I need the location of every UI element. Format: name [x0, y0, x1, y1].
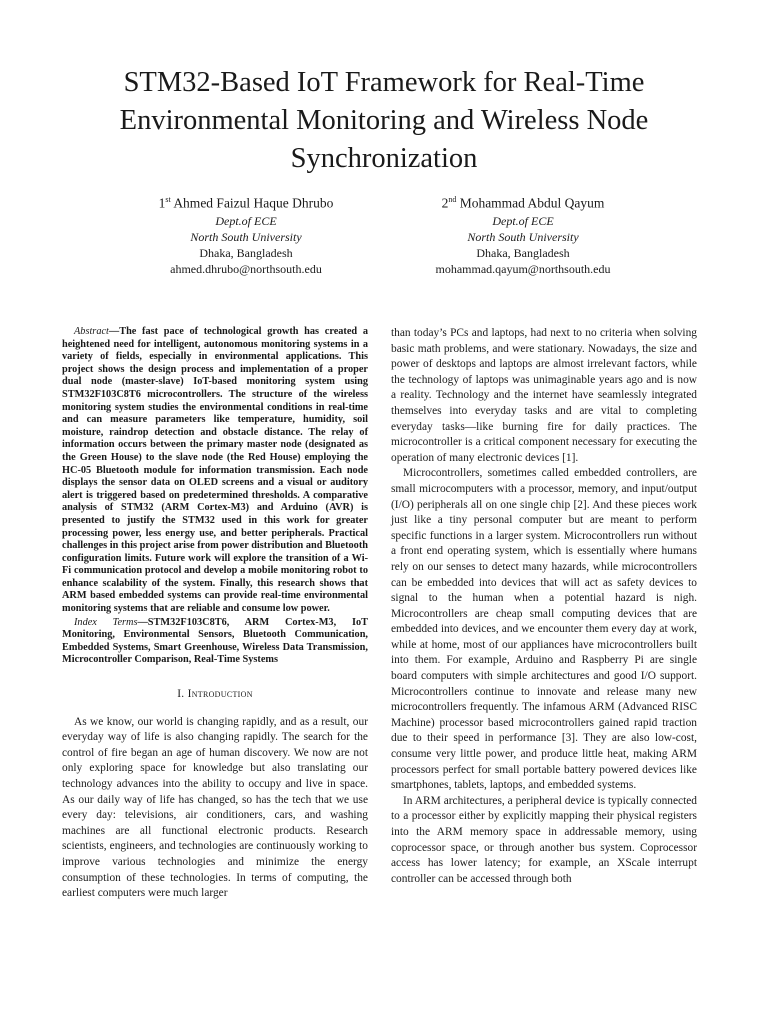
author-email: mohammad.qayum@northsouth.edu [435, 261, 611, 276]
author-email: ahmed.dhrubo@northsouth.edu [170, 261, 322, 276]
author-dept: Dept.of ECE [215, 213, 277, 228]
paper-title [60, 64, 708, 178]
author-university: North South University [190, 229, 302, 244]
right-paragraph-2: Microcontrollers, sometimes called embedded controllers, are small microcomputers with a processor, memory, and input/output (I/O) peripherals all on one single chip [2]. And these pieces work just like a tiny personal computer but are meant to perform specific functions in a larger system. Microcontrollers run without a front end operating system, which is essentially where humans rely on our senses to detect many hazards, while microcontrollers can be embedded into devices that will act as safety devices to signal to the human when a potential hazard is nigh. Microcontrollers are cheap small computing devices that are embedded into devices, and we encounter them every day at work, while at home, most of our appliances have microcontrollers built into them. For example, Arduino and Raspberry Pi are single board computers with simple architectures and good I/O support. Microcontrollers continue to innovate and release many new microcontrollers frequently. The infamous ARM (Advanced RISC Machine) processor based microcontrollers gained rapid traction due to their speed in performance [3]. They are also low-cost, consume very little power, and produce little heat, making ARM processors perfect for small portable battery powered devices like smartphones, tablets, laptops, and embedded systems. [391, 467, 697, 792]
author-location: Dhaka, Bangladesh [476, 245, 570, 260]
abstract-label: Abstract [74, 326, 109, 337]
author-block-2 [373, 191, 673, 277]
index-terms-label: Index Terms [74, 616, 138, 628]
index-terms [62, 617, 368, 667]
left-column [62, 326, 368, 902]
author-location: Dhaka, Bangladesh [199, 245, 293, 260]
author-name: 1st Ahmed Faizul Haque Dhrubo [158, 195, 334, 211]
title-line-3: Synchronization [290, 143, 478, 174]
intro-paragraph-1: As we know, our world is changing rapidly, and as a result, our everyday way of life is also changing rapidly. The search for the control of fire began an age of human discovery. We now are not only exploring space for knowledge but also translating our technology advances into the ability to occupy and live in space. As our daily way of life has changed, so has the tech that we use every day: televisions, air conditioners, cars, and washing machines are all functional electronic products. Research scientists, engineers, and technologies are continuously working to improve various technologies and minimize the energy consumption of these technologies. In terms of computing, the earliest computers were much larger [62, 715, 368, 900]
author-name: 2nd Mohammad Abdul Qayum [441, 195, 605, 211]
title-line-2: Environmental Monitoring and Wireless Node [119, 105, 649, 136]
title-line-1: STM32-Based IoT Framework for Real-Time [123, 67, 645, 98]
abstract-text: —The fast pace of technological growth has created a heightened need for intelligent, autonomous monitoring systems in a variety of fields, especially in environmental applications. This project shows the design process and implementation of a proper dual node (master-slave) IoT-based monitoring system using STM32F103C8T6 microcontrollers. The structure of the wireless monitoring system studies the environmental conditions in real-time and can measure parameters like temperature, humidity, soil moisture, raindrop detection and obstacle distance. The relay of information occurs between the primary master node (designated as the Green House) to the slave node (the Red House) employing the HC-05 Bluetooth module for information transmission. Each node displays the sensor data on OLED screens and a visual or auditory alert is triggered based on predetermined thresholds. A comparative analysis of STM32 (ARM Cortex-M3) and Arduino (AVR) is presented to justify the STM32 used in this work for greater processing power, less energy use, and better peripherals. Practical challenges in this project arise from power distribution and Bluetooth configuration limits. Future work will explore the transition of a Wi-Fi communication protocol and develop a mobile monitoring robot to enhance scalability of the system. Finally, this research shows that ARM based embedded systems can provide real-time environmental monitoring systems that are reliable and consume low power. [62, 326, 368, 615]
author-block-1 [96, 191, 396, 277]
author-university: North South University [467, 229, 579, 244]
right-paragraph-3: In ARM architectures, a peripheral device is typically connected to a processor either by explicitly mapping their physical registers into the ARM memory space in addressable memory, using coprocessor space, or through another bus system. Coprocessor access has lower latency; for example, an XScale interrupt controller can be accessed through both [391, 794, 697, 885]
abstract [62, 326, 368, 616]
index-terms-text: —STM32F103C8T6, ARM Cortex-M3, IoT Monitoring, Environmental Sensors, Bluetooth Communication, Embedded Systems, Smart Greenhouse, Wireless Data Transmission, Microcontroller Comparison, Real-Time Systems [62, 616, 368, 666]
author-dept: Dept.of ECE [492, 213, 554, 228]
right-column [391, 326, 697, 887]
right-paragraph-1: than today’s PCs and laptops, had next to no criteria when solving basic math problems, and were stationary. Nowadays, the size and power of desktops and laptops are almost irrelevant factors, while the technology of laptops was unimaginable years ago and is now a reality. Technology and the internet have seamlessly integrated themselves into everyday tasks and are vital to completing everyday tasks—like burning fire for daily practices. The microcontroller is a critical component necessary for executing the operation of many electronic devices [1]. [391, 327, 697, 464]
section-heading-introduction: I. Introduction [177, 688, 253, 701]
